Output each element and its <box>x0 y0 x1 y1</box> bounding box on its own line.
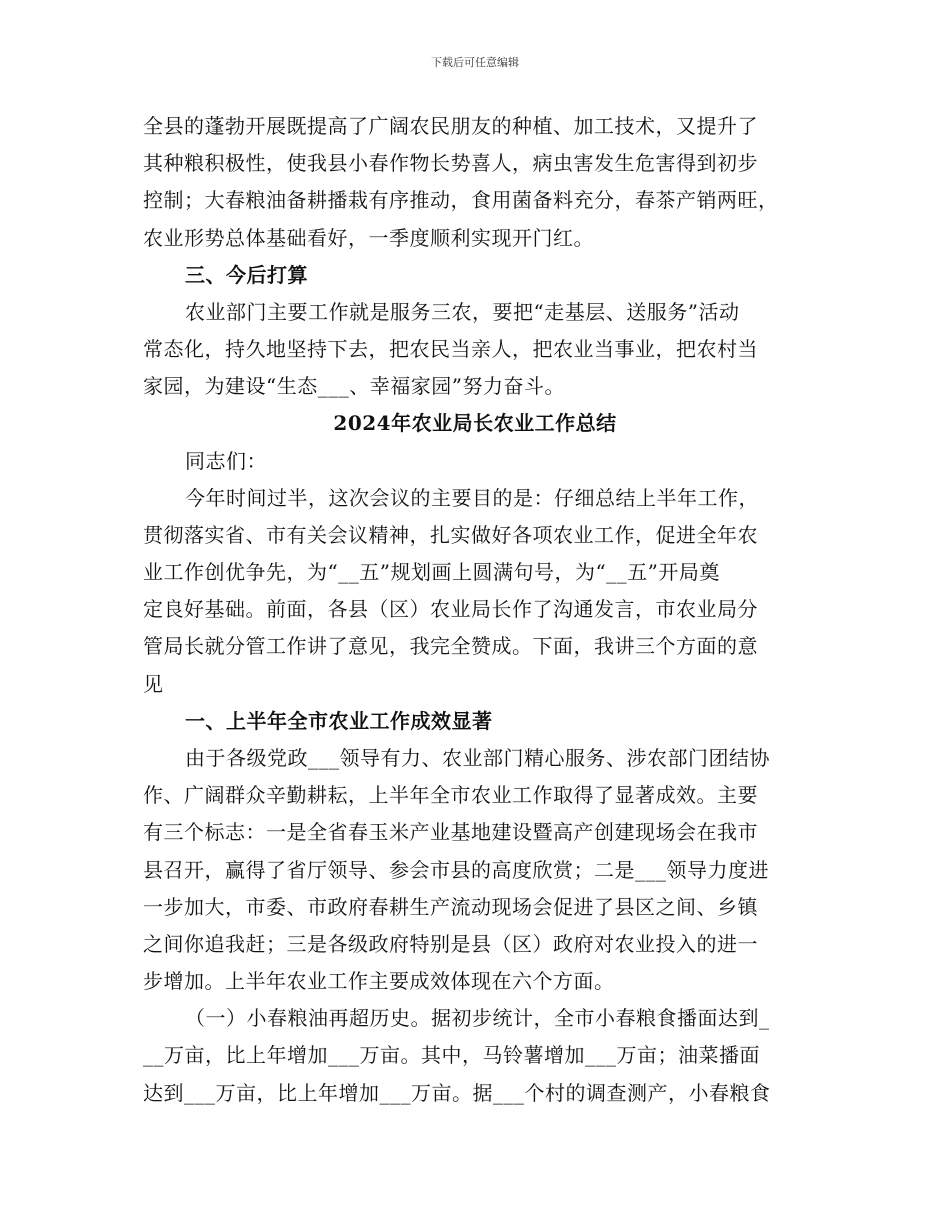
body-line: 其种粮积极性，使我县小春作物长势喜人，病虫害发生危害得到初步 <box>143 151 758 175</box>
body-line: 步增加。上半年农业工作主要成效体现在六个方面。 <box>143 969 615 993</box>
body-line: 见 <box>143 672 164 696</box>
body-line: 一步加大，市委、市政府春耕生产流动现场会促进了县区之间、乡镇 <box>143 895 758 919</box>
body-line: 之间你追我赶；三是各级政府特别是县（区）政府对农业投入的进一 <box>143 932 758 956</box>
salutation: 同志们： <box>185 449 267 473</box>
body-line: 控制；大春粮油备耕播栽有序推动，食用菌备料充分，春茶产销两旺， <box>143 188 779 212</box>
document-title: 2024年农业局长农业工作总结 <box>333 411 617 435</box>
body-line: 管局长就分管工作讲了意见，我完全赞成。下面，我讲三个方面的意 <box>143 634 758 658</box>
body-line: 常态化，持久地坚持下去，把农民当亲人，把农业当事业，把农村当 <box>143 337 758 361</box>
body-line: 有三个标志：一是全省春玉米产业基地建设暨高产创建现场会在我市 <box>143 820 758 844</box>
body-line: 由于各级党政___领导有力、农业部门精心服务、涉农部门团结协 <box>185 746 770 770</box>
body-line: 达到___万亩，比上年增加___万亩。据___个村的调查测产，小春粮食 <box>143 1081 771 1105</box>
section-heading: 三、今后打算 <box>185 263 308 287</box>
section-heading: 一、上半年全市农业工作成效显著 <box>185 709 493 733</box>
body-line: 全县的蓬勃开展既提高了广阔农民朋友的种植、加工技术，又提升了 <box>143 114 758 138</box>
body-line: 作、广阔群众辛勤耕耘，上半年全市农业工作取得了显著成效。主要 <box>143 783 758 807</box>
body-line: 贯彻落实省、市有关会议精神，扎实做好各项农业工作，促进全年农 <box>143 523 758 547</box>
page-header: 下载后可任意编辑 <box>431 56 519 69</box>
body-line: 今年时间过半，这次会议的主要目的是：仔细总结上半年工作， <box>185 486 759 510</box>
body-line: （一）小春粮油再超历史。据初步统计，全市小春粮食播面达到_ <box>185 1006 770 1030</box>
body-line: 业工作创优争先，为“__五”规划画上圆满句号，为“__五”开局奠 <box>143 560 720 584</box>
body-line: 县召开，赢得了省厅领导、参会市县的高度欣赏；二是___领导力度进 <box>143 858 769 882</box>
body-line: 农业形势总体基础看好，一季度顺利实现开门红。 <box>143 226 594 250</box>
body-line: 定良好基础。前面，各县（区）农业局长作了沟通发言，市农业局分 <box>143 597 758 621</box>
body-line: 家园，为建设“生态___、幸福家园”努力奋斗。 <box>143 374 565 398</box>
body-line: 农业部门主要工作就是服务三农，要把“走基层、送服务”活动 <box>185 300 740 324</box>
body-line: __万亩，比上年增加___万亩。其中，马铃薯增加___万亩；油菜播面 <box>143 1043 760 1067</box>
